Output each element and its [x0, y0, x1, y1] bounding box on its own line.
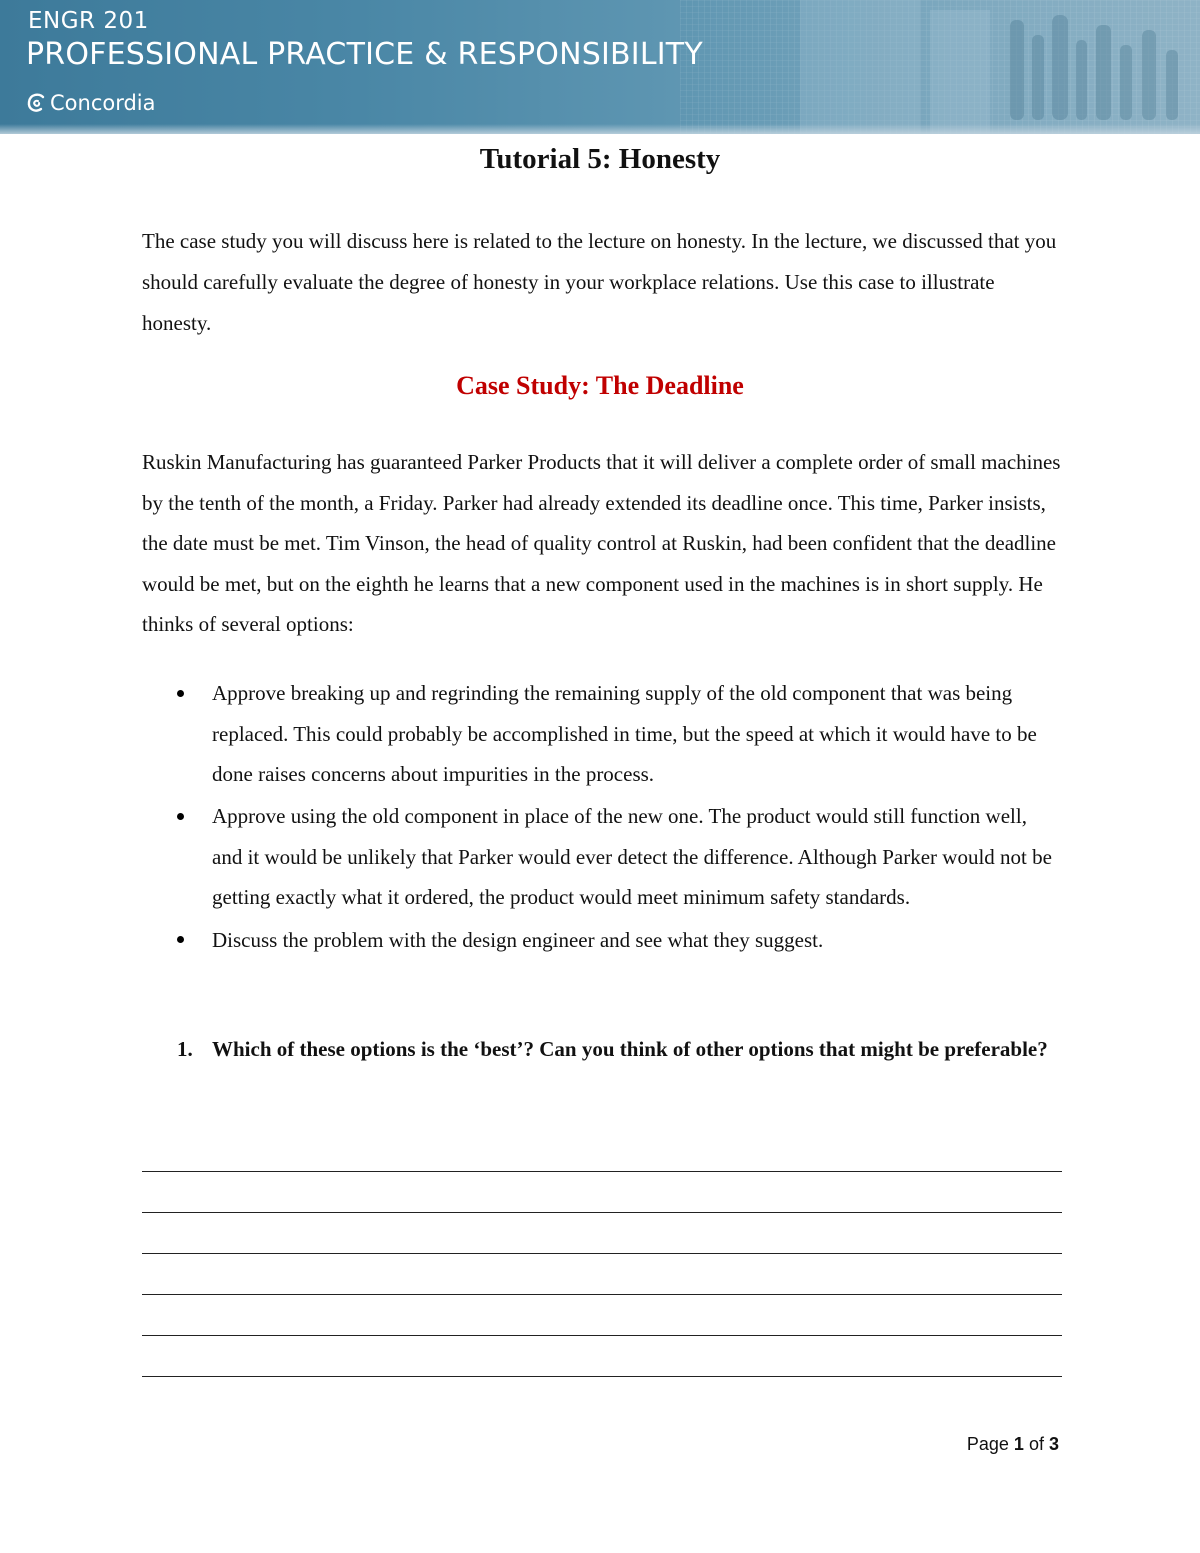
page-prefix: Page: [966, 1434, 1009, 1454]
option-text: Approve breaking up and regrinding the remaining supply of the old component that was being replaced. This could probably be accomplished in time, but the speed at which it would have to be done raises concerns about impurities in the process.: [212, 681, 1037, 787]
answer-line[interactable]: [142, 1264, 1062, 1305]
case-study-heading: Case Study: The Deadline: [456, 371, 744, 400]
answer-line[interactable]: [142, 1346, 1062, 1387]
question-1: [142, 1029, 1062, 1070]
answer-line[interactable]: [142, 1141, 1062, 1182]
banner-photo-texture: [680, 0, 1200, 134]
page-number: [967, 1434, 1059, 1455]
list-item: [142, 673, 1062, 795]
case-study-paragraph: Ruskin Manufacturing has guaranteed Parker Products that it will deliver a complete order of small machines by the tenth of the month, a Friday. Parker had already extended its deadline once. This time, Parker insists, the date must be met. Tim Vinson, the head of quality control at Ruskin, had been confident that the deadline would be met, but on the eighth he learns that a new component used in the machines is in short supply. He thinks of several options:: [142, 450, 1061, 637]
page-current: 1: [1013, 1434, 1024, 1454]
question-text: Which of these options is the ‘best’? Can you think of other options that might be preferable?: [212, 1037, 1048, 1061]
answer-line[interactable]: [142, 1182, 1062, 1223]
option-text: Discuss the problem with the design engineer and see what they suggest.: [212, 927, 824, 952]
concordia-swirl-icon: [26, 92, 48, 114]
list-item: [142, 796, 1062, 918]
header-banner: [0, 0, 1200, 134]
options-list: [142, 673, 1062, 962]
logo-text: Concordia: [50, 91, 156, 115]
document-title: Tutorial 5: Honesty: [479, 143, 721, 175]
answer-line[interactable]: [142, 1223, 1062, 1264]
answer-line[interactable]: [142, 1305, 1062, 1346]
page-total: 3: [1048, 1434, 1059, 1454]
intro-paragraph: The case study you will discuss here is related to the lecture on honesty. In the lecture, we discussed that you should carefully evaluate the degree of honesty in your workplace relations. Use this case to illustrate honesty.: [142, 229, 1057, 335]
option-text: Approve using the old component in place of the new one. The product would still function well, and it would be unlikely that Parker would ever detect the difference. Although Parker would not be getting exactly what it ordered, the product would meet minimum safety standards.: [212, 804, 1052, 910]
bullet-icon: [177, 796, 189, 837]
course-title: PROFESSIONAL PRACTICE & RESPONSIBILITY: [26, 37, 703, 72]
bullet-icon: [177, 920, 189, 961]
answer-area[interactable]: [142, 1141, 1062, 1387]
list-item: [142, 920, 1062, 961]
concordia-logo: [26, 88, 156, 118]
question-number: 1.: [177, 1037, 193, 1061]
course-code: ENGR 201: [28, 8, 149, 34]
bullet-icon: [177, 673, 189, 714]
page-of: of: [1028, 1434, 1044, 1454]
